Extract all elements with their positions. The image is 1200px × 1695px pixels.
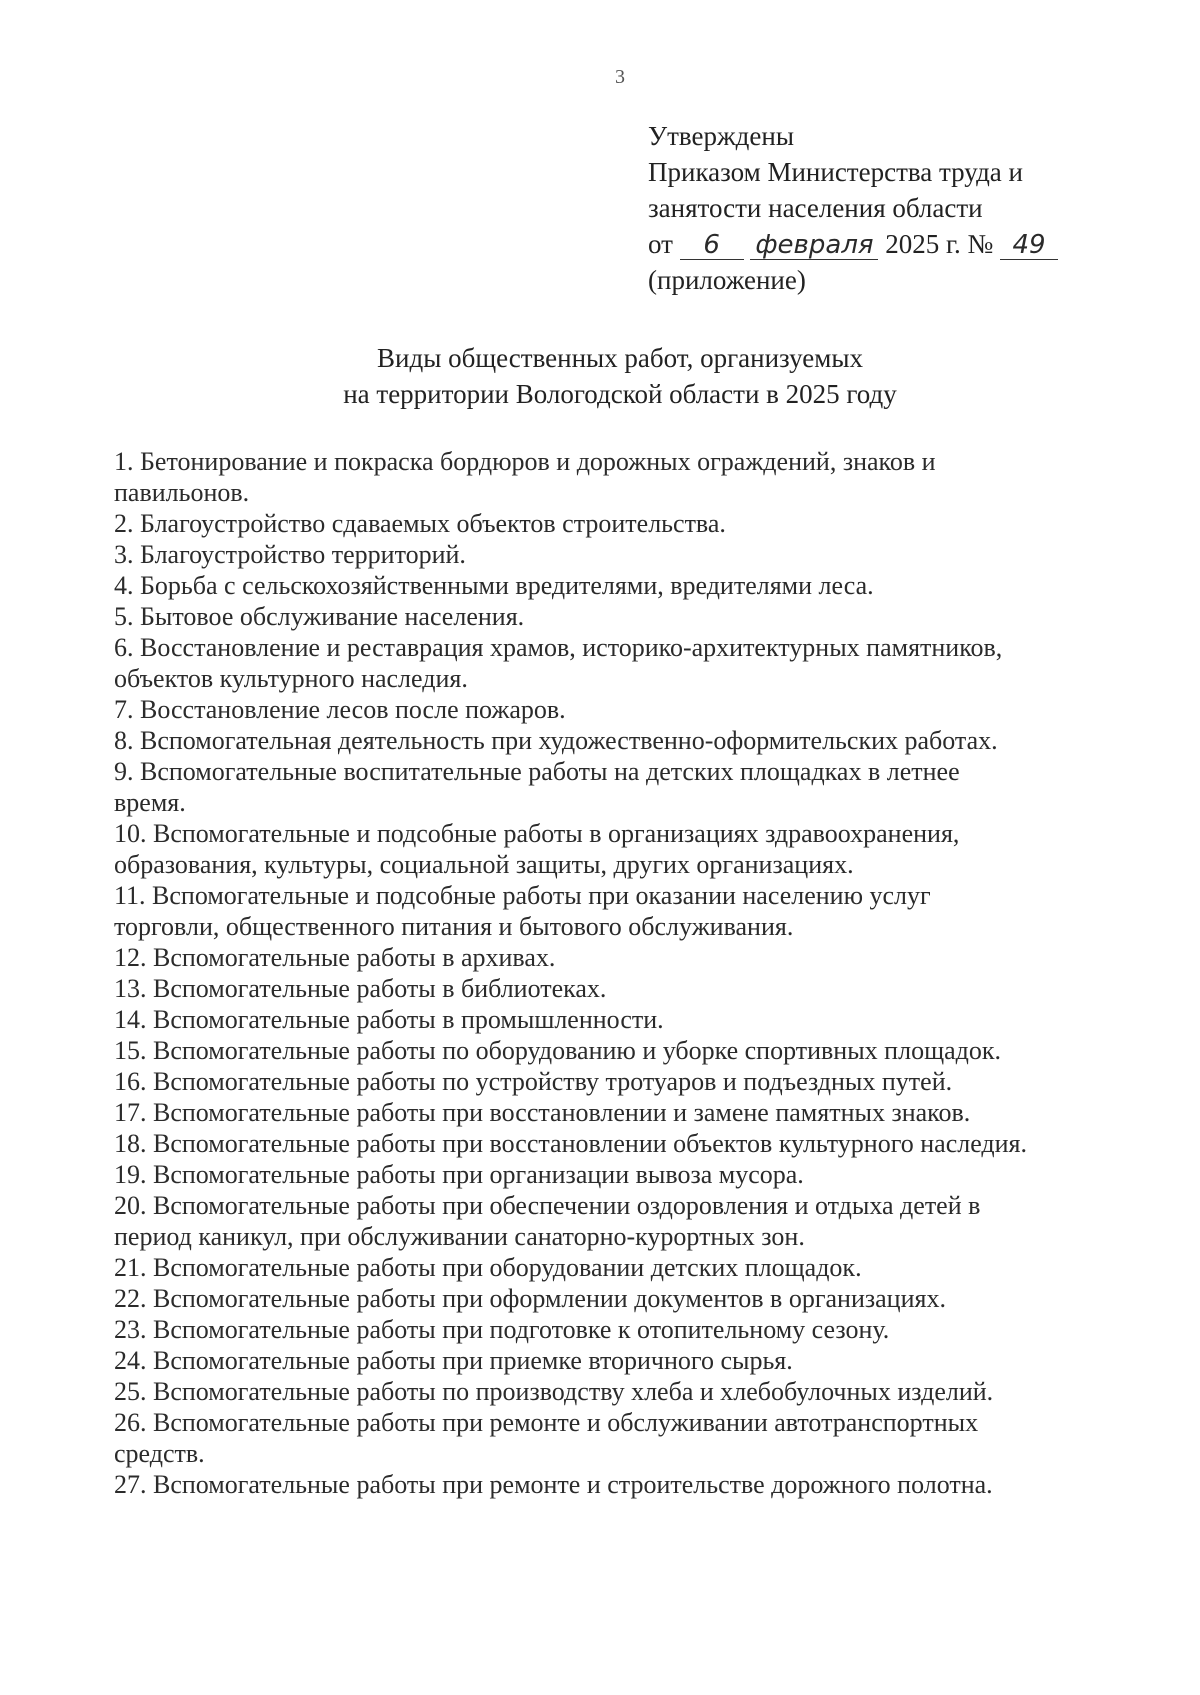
list-item	[114, 1407, 1134, 1469]
list-item	[114, 1066, 1134, 1097]
date-prefix: от	[648, 229, 673, 259]
list-item-line: 1. Бетонирование и покраска бордюров и дорожных ограждений, знаков и	[114, 447, 936, 476]
list-item-line: 3. Благоустройство территорий.	[114, 540, 466, 569]
list-item	[114, 1314, 1134, 1345]
handwritten-day: 6	[680, 231, 744, 260]
list-item-line: 8. Вспомогательная деятельность при художественно-оформительских работах.	[114, 726, 998, 755]
list-item-line: 20. Вспомогательные работы при обеспечении оздоровления и отдыха детей в	[114, 1191, 981, 1220]
list-item-line: 18. Вспомогательные работы при восстановлении объектов культурного наследия.	[114, 1129, 1028, 1158]
list-item	[114, 1345, 1134, 1376]
approval-date-line	[648, 226, 1058, 262]
list-item-line: 4. Борьба с сельскохозяйственными вредителями, вредителями леса.	[114, 571, 874, 600]
list-item-line: 22. Вспомогательные работы при оформлении документов в организациях.	[114, 1284, 946, 1313]
list-item	[114, 1035, 1134, 1066]
document-title	[0, 340, 1200, 412]
list-item-line: 14. Вспомогательные работы в промышленности.	[114, 1005, 664, 1034]
list-item	[114, 694, 1134, 725]
list-item-line: павильонов.	[114, 478, 250, 507]
list-item-line: средств.	[114, 1439, 205, 1468]
list-item-line: период каникул, при обслуживании санаторно-курортных зон.	[114, 1222, 805, 1251]
list-item	[114, 1469, 1134, 1500]
handwritten-month: февраля	[750, 231, 878, 260]
list-item-line: 17. Вспомогательные работы при восстановлении и замене памятных знаков.	[114, 1098, 971, 1127]
list-item	[114, 446, 1134, 508]
list-item	[114, 756, 1134, 818]
approval-line: занятости населения области	[648, 193, 983, 223]
list-item	[114, 1252, 1134, 1283]
list-item-line: 5. Бытовое обслуживание населения.	[114, 602, 525, 631]
approval-line: Утверждены	[648, 121, 794, 151]
list-item	[114, 818, 1134, 880]
list-item	[114, 570, 1134, 601]
list-item-line: 7. Восстановление лесов после пожаров.	[114, 695, 566, 724]
list-item	[114, 942, 1134, 973]
list-item	[114, 1283, 1134, 1314]
list-item	[114, 601, 1134, 632]
list-item-line: 26. Вспомогательные работы при ремонте и обслуживании автотранспортных	[114, 1408, 979, 1437]
list-item	[114, 1128, 1134, 1159]
list-item	[114, 1004, 1134, 1035]
list-item-line: 6. Восстановление и реставрация храмов, историко-архитектурных памятников,	[114, 633, 1003, 662]
works-list	[114, 446, 1134, 1500]
list-item	[114, 1190, 1134, 1252]
list-item-line: 16. Вспомогательные работы по устройству тротуаров и подъездных путей.	[114, 1067, 953, 1096]
list-item	[114, 973, 1134, 1004]
list-item	[114, 1159, 1134, 1190]
list-item-line: 11. Вспомогательные и подсобные работы при оказании населению услуг	[114, 881, 931, 910]
list-item	[114, 508, 1134, 539]
list-item-line: 13. Вспомогательные работы в библиотеках.	[114, 974, 607, 1003]
title-line: на территории Вологодской области в 2025 году	[343, 379, 897, 409]
list-item-line: 15. Вспомогательные работы по оборудованию и уборке спортивных площадок.	[114, 1036, 1001, 1065]
list-item	[114, 725, 1134, 756]
list-item-line: 25. Вспомогательные работы по производству хлеба и хлебобулочных изделий.	[114, 1377, 994, 1406]
list-item-line: 10. Вспомогательные и подсобные работы в организациях здравоохранения,	[114, 819, 960, 848]
list-item	[114, 539, 1134, 570]
list-item-line: 27. Вспомогательные работы при ремонте и строительстве дорожного полотна.	[114, 1470, 993, 1499]
list-item-line: образования, культуры, социальной защиты, других организациях.	[114, 850, 854, 879]
list-item-line: 21. Вспомогательные работы при оборудовании детских площадок.	[114, 1253, 862, 1282]
list-item	[114, 1097, 1134, 1128]
approval-line: Приказом Министерства труда и	[648, 157, 1023, 187]
handwritten-order-number: 49	[1000, 231, 1058, 260]
list-item-line: 2. Благоустройство сдаваемых объектов строительства.	[114, 509, 726, 538]
approval-stamp	[648, 118, 1058, 298]
list-item-line: торговли, общественного питания и бытового обслуживания.	[114, 912, 794, 941]
list-item-line: 24. Вспомогательные работы при приемке вторичного сырья.	[114, 1346, 793, 1375]
list-item	[114, 1376, 1134, 1407]
date-year: 2025 г. №	[885, 229, 994, 259]
list-item-line: 19. Вспомогательные работы при организации вывоза мусора.	[114, 1160, 804, 1189]
list-item	[114, 632, 1134, 694]
title-line: Виды общественных работ, организуемых	[377, 343, 863, 373]
list-item-line: 23. Вспомогательные работы при подготовке к отопительному сезону.	[114, 1315, 890, 1344]
list-item-line: 12. Вспомогательные работы в архивах.	[114, 943, 556, 972]
list-item	[114, 880, 1134, 942]
list-item-line: объектов культурного наследия.	[114, 664, 468, 693]
list-item-line: время.	[114, 788, 186, 817]
approval-annex: (приложение)	[648, 265, 806, 295]
page-number: 3	[615, 66, 625, 88]
list-item-line: 9. Вспомогательные воспитательные работы на детских площадках в летнее	[114, 757, 960, 786]
